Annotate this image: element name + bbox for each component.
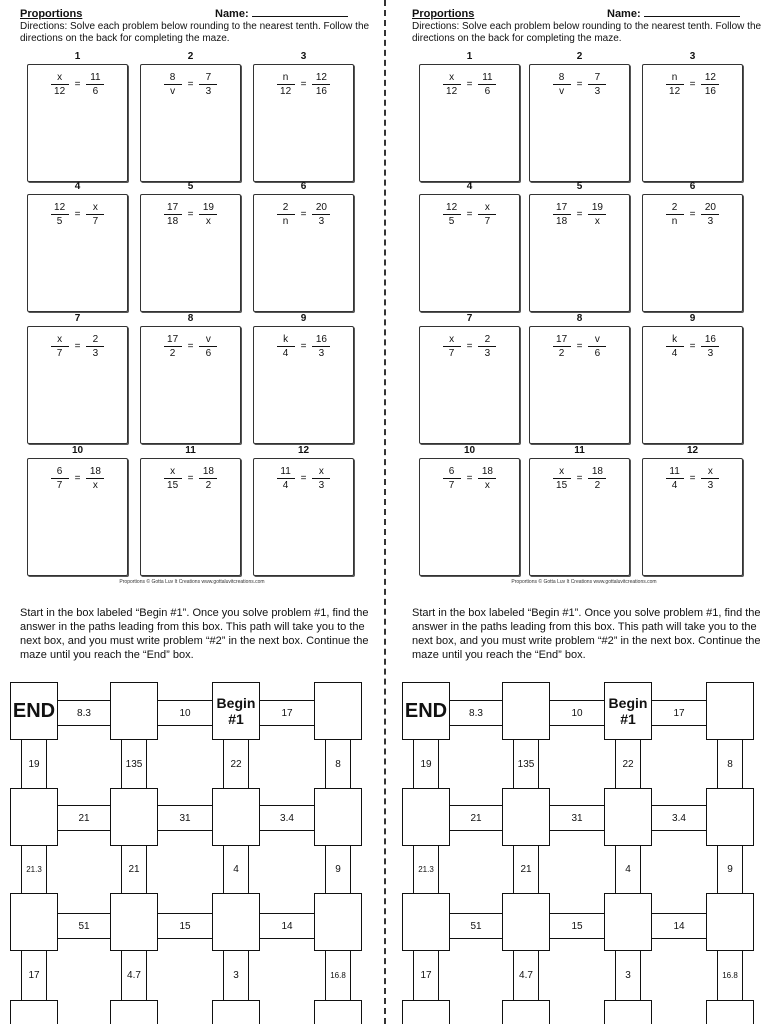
- maze-end-box[interactable]: END: [10, 682, 58, 740]
- denominator: x: [594, 216, 600, 227]
- proportion: [140, 334, 241, 359]
- proportion: [253, 466, 354, 491]
- maze-path: 21: [513, 846, 539, 893]
- maze-path: 22: [223, 740, 249, 788]
- problem-box[interactable]: [27, 51, 128, 182]
- numerator: v: [199, 334, 217, 347]
- worksheet-right: [392, 0, 768, 1024]
- equals-sign: =: [576, 209, 583, 220]
- numerator: 18: [86, 466, 104, 479]
- denominator: 5: [56, 216, 63, 227]
- equals-sign: =: [689, 341, 696, 352]
- maze-path: 17: [21, 951, 47, 1000]
- maze-path: 16.8: [325, 951, 351, 1000]
- maze-path: 9: [325, 846, 351, 893]
- equals-sign: =: [576, 341, 583, 352]
- maze-begin-box[interactable]: Begin #1: [212, 682, 260, 740]
- proportion: [140, 202, 241, 227]
- denominator: 12: [669, 86, 681, 97]
- maze-box[interactable]: [212, 1000, 260, 1024]
- problem-number: 4: [466, 181, 473, 192]
- problem-box[interactable]: [27, 181, 128, 312]
- maze-box[interactable]: [110, 1000, 158, 1024]
- problem-number: 1: [466, 51, 473, 62]
- equals-sign: =: [187, 341, 194, 352]
- equals-sign: =: [74, 79, 81, 90]
- denominator: 4: [671, 480, 678, 491]
- numerator: 2: [86, 334, 104, 347]
- numerator: 2: [277, 202, 295, 215]
- numerator: k: [666, 334, 684, 347]
- maze-path: 21.3: [21, 846, 47, 893]
- denominator: 4: [671, 348, 678, 359]
- numerator: 18: [588, 466, 606, 479]
- numerator: x: [553, 466, 571, 479]
- proportion: [140, 466, 241, 491]
- numerator: 2: [666, 202, 684, 215]
- denominator: 7: [56, 348, 63, 359]
- maze-path: 4: [615, 846, 641, 893]
- problem-box[interactable]: [419, 445, 520, 576]
- maze-box[interactable]: [110, 893, 158, 951]
- numerator: 18: [478, 466, 496, 479]
- maze-box[interactable]: [402, 788, 450, 846]
- denominator: 6: [594, 348, 601, 359]
- numerator: 16: [701, 334, 719, 347]
- maze-begin-box[interactable]: Begin #1: [604, 682, 652, 740]
- numerator: 17: [164, 334, 182, 347]
- denominator: 7: [92, 216, 99, 227]
- problem-number: 4: [74, 181, 81, 192]
- problem-number: 5: [576, 181, 583, 192]
- numerator: v: [588, 334, 606, 347]
- maze-box[interactable]: [314, 788, 362, 846]
- maze-path: 17: [413, 951, 439, 1000]
- denominator: 2: [169, 348, 176, 359]
- denominator: 7: [484, 216, 491, 227]
- denominator: 4: [282, 348, 289, 359]
- problem-box[interactable]: [642, 181, 743, 312]
- directions: Directions: Solve each problem below rounding to the nearest tenth. Follow the directions on the back for completing the maze.: [20, 21, 370, 44]
- maze-box[interactable]: [402, 1000, 450, 1024]
- equals-sign: =: [689, 209, 696, 220]
- numerator: 8: [553, 72, 571, 85]
- denominator: 4: [282, 480, 289, 491]
- problem-box[interactable]: [253, 51, 354, 182]
- denominator: v: [170, 86, 176, 97]
- numerator: 8: [164, 72, 182, 85]
- proportion: [27, 72, 128, 97]
- numerator: x: [312, 466, 330, 479]
- maze-box[interactable]: [10, 1000, 58, 1024]
- denominator: 2: [558, 348, 565, 359]
- maze-end-box[interactable]: END: [402, 682, 450, 740]
- maze-box[interactable]: [10, 893, 58, 951]
- proportion: [642, 72, 743, 97]
- problem-number: 9: [300, 313, 307, 324]
- problem-box[interactable]: [140, 445, 241, 576]
- proportion: [140, 72, 241, 97]
- maze-path: 21: [121, 846, 147, 893]
- problem-number: 12: [297, 445, 310, 456]
- numerator: 18: [199, 466, 217, 479]
- equals-sign: =: [576, 79, 583, 90]
- denominator: 3: [92, 348, 99, 359]
- maze-box[interactable]: [402, 893, 450, 951]
- maze-path: 9: [717, 846, 743, 893]
- numerator: 11: [666, 466, 684, 479]
- numerator: 7: [199, 72, 217, 85]
- maze-box[interactable]: [604, 893, 652, 951]
- problem-box[interactable]: [140, 51, 241, 182]
- cut-line: [384, 0, 386, 1024]
- numerator: n: [666, 72, 684, 85]
- proportion: [419, 466, 520, 491]
- maze-box[interactable]: [706, 893, 754, 951]
- name-label: Name:: [607, 8, 641, 20]
- denominator: 7: [56, 480, 63, 491]
- numerator: n: [277, 72, 295, 85]
- maze-box[interactable]: [10, 788, 58, 846]
- denominator: 2: [205, 480, 212, 491]
- maze-box[interactable]: [604, 1000, 652, 1024]
- maze-path: 3: [223, 951, 249, 1000]
- numerator: 7: [588, 72, 606, 85]
- equals-sign: =: [74, 209, 81, 220]
- maze-path: 14: [652, 913, 706, 939]
- numerator: 2: [478, 334, 496, 347]
- maze-box[interactable]: [706, 682, 754, 740]
- numerator: 11: [86, 72, 104, 85]
- maze-box[interactable]: [502, 682, 550, 740]
- equals-sign: =: [466, 473, 473, 484]
- denominator: 3: [318, 480, 325, 491]
- denominator: 18: [556, 216, 568, 227]
- maze-box[interactable]: [502, 1000, 550, 1024]
- maze-path: 19: [21, 740, 47, 788]
- equals-sign: =: [576, 473, 583, 484]
- problem-number: 12: [686, 445, 699, 456]
- problem-number: 1: [74, 51, 81, 62]
- maze-box[interactable]: [212, 788, 260, 846]
- denominator: x: [205, 216, 211, 227]
- maze-path: 31: [550, 805, 604, 831]
- denominator: x: [92, 480, 98, 491]
- numerator: x: [51, 72, 69, 85]
- problem-box[interactable]: [642, 445, 743, 576]
- problem-number: 2: [187, 51, 194, 62]
- proportion: [642, 334, 743, 359]
- proportion: [642, 202, 743, 227]
- numerator: 17: [553, 202, 571, 215]
- maze-path: 3.4: [652, 805, 706, 831]
- numerator: x: [51, 334, 69, 347]
- maze-path: 135: [513, 740, 539, 788]
- numerator: x: [443, 334, 461, 347]
- proportion: [529, 334, 630, 359]
- problem-box[interactable]: [529, 181, 630, 312]
- equals-sign: =: [187, 79, 194, 90]
- maze-path: 4.7: [513, 951, 539, 1000]
- problem-box[interactable]: [419, 313, 520, 444]
- name-field[interactable]: [607, 8, 740, 20]
- numerator: 19: [199, 202, 217, 215]
- maze-path: 17: [652, 700, 706, 726]
- problem-number: 6: [689, 181, 696, 192]
- maze-path: 51: [58, 913, 110, 939]
- problem-number: 11: [574, 445, 585, 456]
- problem-number: 9: [689, 313, 696, 324]
- equals-sign: =: [300, 473, 307, 484]
- equals-sign: =: [300, 341, 307, 352]
- proportion: [419, 202, 520, 227]
- denominator: 12: [54, 86, 66, 97]
- maze-path: 15: [550, 913, 604, 939]
- maze-path: 4.7: [121, 951, 147, 1000]
- denominator: 6: [205, 348, 212, 359]
- maze-path: 8.3: [450, 700, 502, 726]
- problem-number: 5: [187, 181, 194, 192]
- problem-box[interactable]: [27, 445, 128, 576]
- problem-box[interactable]: [419, 51, 520, 182]
- name-label: Name:: [215, 8, 249, 20]
- maze-path: 21: [450, 805, 502, 831]
- maze-path: 21.3: [413, 846, 439, 893]
- equals-sign: =: [689, 473, 696, 484]
- maze-instructions: Start in the box labeled “Begin #1”. Once you solve problem #1, find the answer in the paths leading from this box. This path will take you to the next box, and you must write problem “#2” in the next box. Continue the maze until you reach the “End” box.: [412, 607, 761, 661]
- maze-path: 31: [158, 805, 212, 831]
- problem-number: 7: [466, 313, 473, 324]
- denominator: 3: [318, 216, 325, 227]
- maze-path: 14: [260, 913, 314, 939]
- maze-box[interactable]: [502, 788, 550, 846]
- proportion: [27, 466, 128, 491]
- equals-sign: =: [466, 209, 473, 220]
- maze-path: 10: [550, 700, 604, 726]
- maze-box[interactable]: [212, 893, 260, 951]
- maze-box[interactable]: [502, 893, 550, 951]
- numerator: 12: [312, 72, 330, 85]
- maze-path: 8: [717, 740, 743, 788]
- maze-box[interactable]: [314, 682, 362, 740]
- denominator: 7: [448, 348, 455, 359]
- maze-path: 8: [325, 740, 351, 788]
- maze-path: 16.8: [717, 951, 743, 1000]
- numerator: 12: [51, 202, 69, 215]
- denominator: n: [671, 216, 678, 227]
- denominator: 3: [707, 348, 714, 359]
- maze-box[interactable]: [314, 1000, 362, 1024]
- problem-box[interactable]: [253, 313, 354, 444]
- maze-instructions: Start in the box labeled “Begin #1”. Once you solve problem #1, find the answer in the paths leading from this box. This path will take you to the next box, and you must write problem “#2” in the next box. Continue the maze until you reach the “End” box.: [20, 607, 369, 661]
- numerator: 12: [701, 72, 719, 85]
- directions: Directions: Solve each problem below rounding to the nearest tenth. Follow the directions on the back for completing the maze.: [412, 21, 762, 44]
- maze-box[interactable]: [314, 893, 362, 951]
- maze-path: 10: [158, 700, 212, 726]
- maze-box[interactable]: [604, 788, 652, 846]
- equals-sign: =: [74, 473, 81, 484]
- name-line[interactable]: [252, 8, 348, 17]
- maze-path: 4: [223, 846, 249, 893]
- denominator: n: [282, 216, 289, 227]
- denominator: 6: [484, 86, 491, 97]
- problem-box[interactable]: [529, 313, 630, 444]
- problem-box[interactable]: [419, 181, 520, 312]
- worksheet-title: Proportions: [412, 8, 475, 20]
- problem-box[interactable]: [253, 445, 354, 576]
- denominator: 3: [318, 348, 325, 359]
- proportion: [529, 72, 630, 97]
- denominator: 18: [167, 216, 179, 227]
- maze-path: 21: [58, 805, 110, 831]
- footer-credit: Proportions © Gotta Luv It Creations www.gottaluvitcreations.com: [119, 579, 265, 585]
- proportion: [27, 202, 128, 227]
- numerator: 20: [312, 202, 330, 215]
- denominator: 12: [446, 86, 458, 97]
- numerator: 19: [588, 202, 606, 215]
- problem-number: 8: [576, 313, 583, 324]
- denominator: 3: [594, 86, 601, 97]
- denominator: v: [559, 86, 565, 97]
- numerator: 11: [277, 466, 295, 479]
- equals-sign: =: [689, 79, 696, 90]
- numerator: x: [701, 466, 719, 479]
- denominator: 7: [448, 480, 455, 491]
- problem-box[interactable]: [140, 313, 241, 444]
- equals-sign: =: [466, 79, 473, 90]
- maze-box[interactable]: [706, 1000, 754, 1024]
- proportion: [529, 466, 630, 491]
- problem-number: 2: [576, 51, 583, 62]
- maze-path: 8.3: [58, 700, 110, 726]
- problem-box[interactable]: [529, 445, 630, 576]
- denominator: 12: [280, 86, 292, 97]
- numerator: x: [478, 202, 496, 215]
- maze-path: 22: [615, 740, 641, 788]
- proportion: [419, 72, 520, 97]
- problem-number: 3: [300, 51, 307, 62]
- maze-path: 3: [615, 951, 641, 1000]
- numerator: x: [164, 466, 182, 479]
- proportion: [419, 334, 520, 359]
- denominator: 3: [707, 216, 714, 227]
- problem-number: 11: [185, 445, 196, 456]
- maze-box[interactable]: [706, 788, 754, 846]
- maze-path: 19: [413, 740, 439, 788]
- maze-path: 51: [450, 913, 502, 939]
- equals-sign: =: [300, 79, 307, 90]
- problem-number: 10: [71, 445, 84, 456]
- denominator: 15: [556, 480, 568, 491]
- denominator: 3: [707, 480, 714, 491]
- proportion: [253, 202, 354, 227]
- proportion: [642, 466, 743, 491]
- numerator: 17: [164, 202, 182, 215]
- equals-sign: =: [187, 473, 194, 484]
- numerator: k: [277, 334, 295, 347]
- maze-path: 3.4: [260, 805, 314, 831]
- denominator: 15: [167, 480, 179, 491]
- numerator: 12: [443, 202, 461, 215]
- numerator: 6: [443, 466, 461, 479]
- denominator: 6: [92, 86, 99, 97]
- numerator: 17: [553, 334, 571, 347]
- proportion: [529, 202, 630, 227]
- problem-number: 6: [300, 181, 307, 192]
- footer-credit: Proportions © Gotta Luv It Creations www.gottaluvitcreations.com: [511, 579, 657, 585]
- maze-path: 135: [121, 740, 147, 788]
- denominator: 16: [315, 86, 327, 97]
- denominator: 3: [205, 86, 212, 97]
- problem-number: 7: [74, 313, 81, 324]
- numerator: 6: [51, 466, 69, 479]
- maze-path: 15: [158, 913, 212, 939]
- problem-box[interactable]: [642, 313, 743, 444]
- problem-box[interactable]: [642, 51, 743, 182]
- numerator: x: [443, 72, 461, 85]
- equals-sign: =: [300, 209, 307, 220]
- numerator: 16: [312, 334, 330, 347]
- numerator: x: [86, 202, 104, 215]
- maze-box[interactable]: [110, 682, 158, 740]
- problem-number: 3: [689, 51, 696, 62]
- denominator: 2: [594, 480, 601, 491]
- denominator: 16: [704, 86, 716, 97]
- numerator: 11: [478, 72, 496, 85]
- equals-sign: =: [466, 341, 473, 352]
- name-field[interactable]: [215, 8, 348, 20]
- problem-box[interactable]: [253, 181, 354, 312]
- equals-sign: =: [187, 209, 194, 220]
- maze-box[interactable]: [110, 788, 158, 846]
- problem-box[interactable]: [27, 313, 128, 444]
- worksheet-title: Proportions: [20, 8, 83, 20]
- problem-number: 8: [187, 313, 194, 324]
- equals-sign: =: [74, 341, 81, 352]
- numerator: 20: [701, 202, 719, 215]
- proportion: [253, 72, 354, 97]
- maze-path: 17: [260, 700, 314, 726]
- problem-box[interactable]: [140, 181, 241, 312]
- name-line[interactable]: [644, 8, 740, 17]
- denominator: x: [484, 480, 490, 491]
- proportion: [27, 334, 128, 359]
- denominator: 3: [484, 348, 491, 359]
- denominator: 5: [448, 216, 455, 227]
- proportion: [253, 334, 354, 359]
- problem-number: 10: [463, 445, 476, 456]
- problem-box[interactable]: [529, 51, 630, 182]
